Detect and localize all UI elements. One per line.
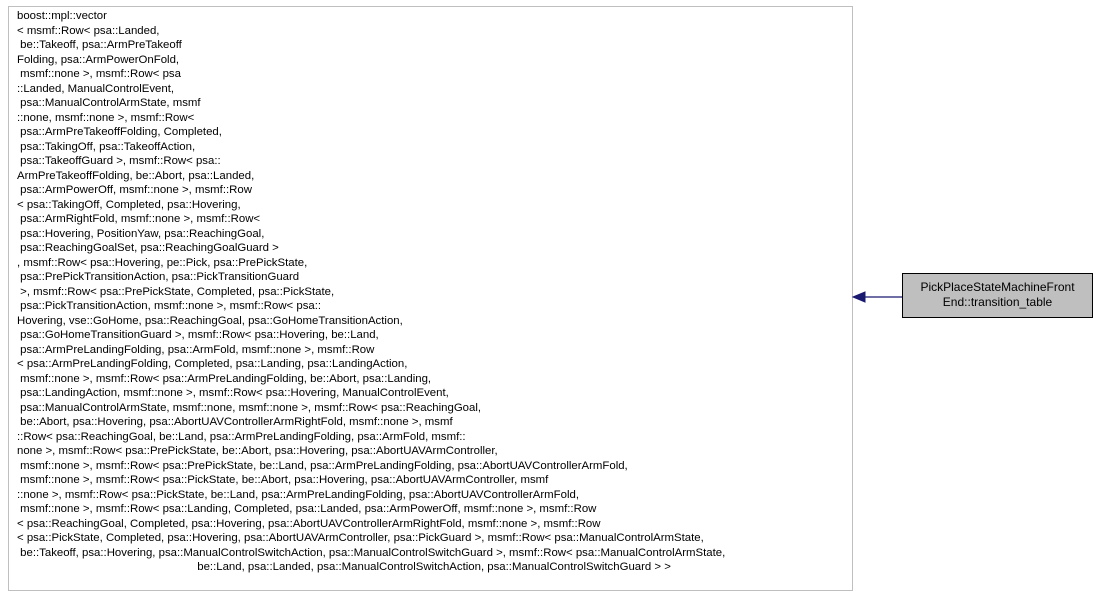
base-class-node[interactable]: [8, 6, 853, 591]
base-class-label-line: msmf::none >, msmf::Row< psa::PickState, be::Abort, psa::Hovering, psa::AbortUAVArmController, msmf: [17, 474, 549, 486]
derived-class-name-line2: End::transition_table: [942, 295, 1053, 309]
base-class-label-line: < msmf::Row< psa::Landed,: [17, 24, 160, 37]
base-class-label-line: < psa::TakingOff, Completed, psa::Hovering,: [17, 198, 241, 211]
base-class-label-line: msmf::none >, msmf::Row< psa::ArmPreLandingFolding, be::Abort, psa::Landing,: [17, 372, 432, 385]
base-class-label-line: < psa::ArmPreLandingFolding, Completed, psa::Landing, psa::LandingAction,: [17, 358, 408, 370]
base-class-label-line: psa::PickTransitionAction, msmf::none >, msmf::Row< psa::: [17, 300, 322, 312]
base-class-label-line: , msmf::Row< psa::Hovering, pe::Pick, psa::PrePickState,: [17, 256, 308, 269]
base-class-label-line: psa::ArmPowerOff, msmf::none >, msmf::Row: [17, 184, 252, 196]
base-class-label-line: be::Takeoff, psa::ArmPreTakeoff: [17, 39, 182, 51]
derived-class-node[interactable]: [902, 273, 1093, 318]
base-class-label-line: boost::mpl::vector: [17, 10, 107, 22]
base-class-label-line: psa::ArmPreTakeoffFolding, Completed,: [17, 126, 222, 138]
inheritance-arrowhead-icon: [853, 292, 865, 302]
base-class-label-line: ::Row< psa::ReachingGoal, be::Land, psa::ArmPreLandingFolding, psa::ArmFold, msmf::: [17, 430, 466, 443]
base-class-label-line: be::Takeoff, psa::Hovering, psa::ManualControlSwitchAction, psa::ManualControlSwitchGuard >, msmf::Row< psa::ManualControlArmState,: [17, 546, 726, 559]
base-class-label-line: none >, msmf::Row< psa::PrePickState, be::Abort, psa::Hovering, psa::AbortUAVArmController,: [17, 445, 498, 457]
base-class-label: [17, 9, 848, 575]
base-class-label-line: msmf::none >, msmf::Row< psa::Landing, Completed, psa::Landed, psa::ArmPowerOff, msmf::none >, msmf::Row: [17, 503, 597, 515]
base-class-label-line: ::none >, msmf::Row< psa::PickState, be::Land, psa::ArmPreLandingFolding, psa::AbortUAVControllerArmFold,: [17, 488, 579, 501]
base-class-label-line: psa::Hovering, PositionYaw, psa::ReachingGoal,: [17, 227, 265, 240]
base-class-label-line: < psa::ReachingGoal, Completed, psa::Hovering, psa::AbortUAVControllerArmRightFold, msmf::none >, msmf::Row: [17, 517, 601, 530]
base-class-label-line: psa::ArmRightFold, msmf::none >, msmf::Row<: [17, 213, 261, 225]
inheritance-arrow: [850, 286, 906, 308]
base-class-label-line: msmf::none >, msmf::Row< psa::PrePickState, be::Land, psa::ArmPreLandingFolding, psa::AbortUAVControllerArmFold,: [17, 459, 628, 472]
base-class-label-line: Hovering, vse::GoHome, psa::ReachingGoal, psa::GoHomeTransitionAction,: [17, 314, 403, 327]
derived-class-name-line1: PickPlaceStateMachineFront: [920, 280, 1075, 294]
base-class-label-line: >, msmf::Row< psa::PrePickState, Completed, psa::PickState,: [17, 285, 335, 298]
base-class-label-line: psa::ManualControlArmState, msmf: [17, 97, 201, 109]
base-class-label-line: psa::ManualControlArmState, msmf::none, msmf::none >, msmf::Row< psa::ReachingGoal,: [17, 401, 482, 414]
base-class-label-line: ArmPreTakeoffFolding, be::Abort, psa::Landed,: [17, 169, 255, 182]
base-class-label-line: be::Land, psa::Landed, psa::ManualControlSwitchAction, psa::ManualControlSwitchGuard > >: [194, 561, 671, 573]
base-class-label-line: psa::PrePickTransitionAction, psa::PickTransitionGuard: [17, 271, 300, 283]
base-class-label-line: < psa::PickState, Completed, psa::Hovering, psa::AbortUAVArmController, psa::PickGuard >, msmf::Row< psa::ManualControlArmState,: [17, 532, 704, 544]
base-class-label-line: psa::ArmPreLandingFolding, psa::ArmFold, msmf::none >, msmf::Row: [17, 343, 375, 356]
base-class-label-line: ::none, msmf::none >, msmf::Row<: [17, 111, 195, 124]
base-class-label-line: psa::TakeoffGuard >, msmf::Row< psa::: [17, 155, 221, 167]
base-class-label-line: psa::LandingAction, msmf::none >, msmf::Row< psa::Hovering, ManualControlEvent,: [17, 387, 449, 399]
base-class-label-line: psa::TakingOff, psa::TakeoffAction,: [17, 140, 196, 153]
base-class-label-line: msmf::none >, msmf::Row< psa: [17, 68, 181, 80]
base-class-label-line: be::Abort, psa::Hovering, psa::AbortUAVControllerArmRightFold, msmf::none >, msmf: [17, 416, 453, 428]
base-class-label-line: ::Landed, ManualControlEvent,: [17, 82, 175, 95]
base-class-label-line: psa::ReachingGoalSet, psa::ReachingGoalGuard >: [17, 242, 279, 254]
base-class-label-line: Folding, psa::ArmPowerOnFold,: [17, 53, 180, 66]
base-class-label-line: psa::GoHomeTransitionGuard >, msmf::Row< psa::Hovering, be::Land,: [17, 329, 379, 341]
